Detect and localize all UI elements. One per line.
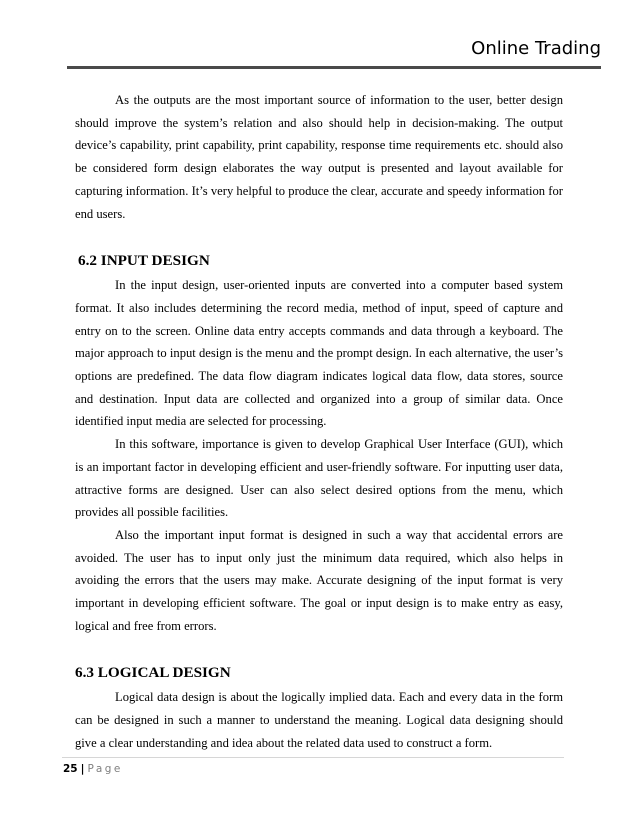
section-heading-input-design: 6.2 INPUT DESIGN (78, 252, 210, 270)
input-design-paragraph: Also the important input format is designed in such a way that accidental errors are avoided. The user has to input only just the minimum data required, which also helps in avoiding the errors that the users may make. Accurate designing of the input format is very important in developing efficient software. The goal or input design is to make entry as easy, logical and free from errors. (75, 527, 563, 633)
header-divider (67, 66, 601, 69)
section-heading-logical-design: 6.3 LOGICAL DESIGN (75, 664, 231, 682)
intro-paragraph: As the outputs are the most important source of information to the user, better design should improve the system’s relation and also should help in decision-making. The output device’s capability, print capability, print capability, response time requirements etc. should also be considered form design elaborates the way output is presented and layout available for capturing information. It’s very helpful to produce the clear, accurate and speedy information for end users. (75, 93, 563, 221)
input-design-paragraph: In this software, importance is given to develop Graphical User Interface (GUI), which is an important factor in developing efficient and user-friendly software. For inputting user data, attractive forms are designed. User can also select desired options from the menu, which provides all possible facilities. (75, 437, 563, 520)
header-title: Online Trading (471, 38, 601, 59)
footer-divider (62, 757, 564, 758)
page-footer (63, 763, 123, 775)
page-label: Page (87, 763, 123, 775)
page-content (75, 89, 563, 755)
footer-separator: | (80, 763, 85, 775)
page-number: 25 (63, 763, 78, 775)
input-design-paragraph: In the input design, user-oriented inputs are converted into a computer based system format. It also includes determining the record media, method of input, speed of capture and entry on to the screen. Online data entry accepts commands and data through a keyboard. The major approach to input design is the menu and the prompt design. In each alternative, the user’s options are predefined. The data flow diagram indicates logical data flow, data stores, source and destination. Input data are collected and organized into a group of similar data. Once identified input media are selected for processing. (75, 278, 563, 429)
logical-design-paragraph: Logical data design is about the logically implied data. Each and every data in the form can be designed in such a manner to understand the meaning. Logical data designing should give a clear understanding and idea about the related data used to construct a form. (75, 690, 563, 750)
